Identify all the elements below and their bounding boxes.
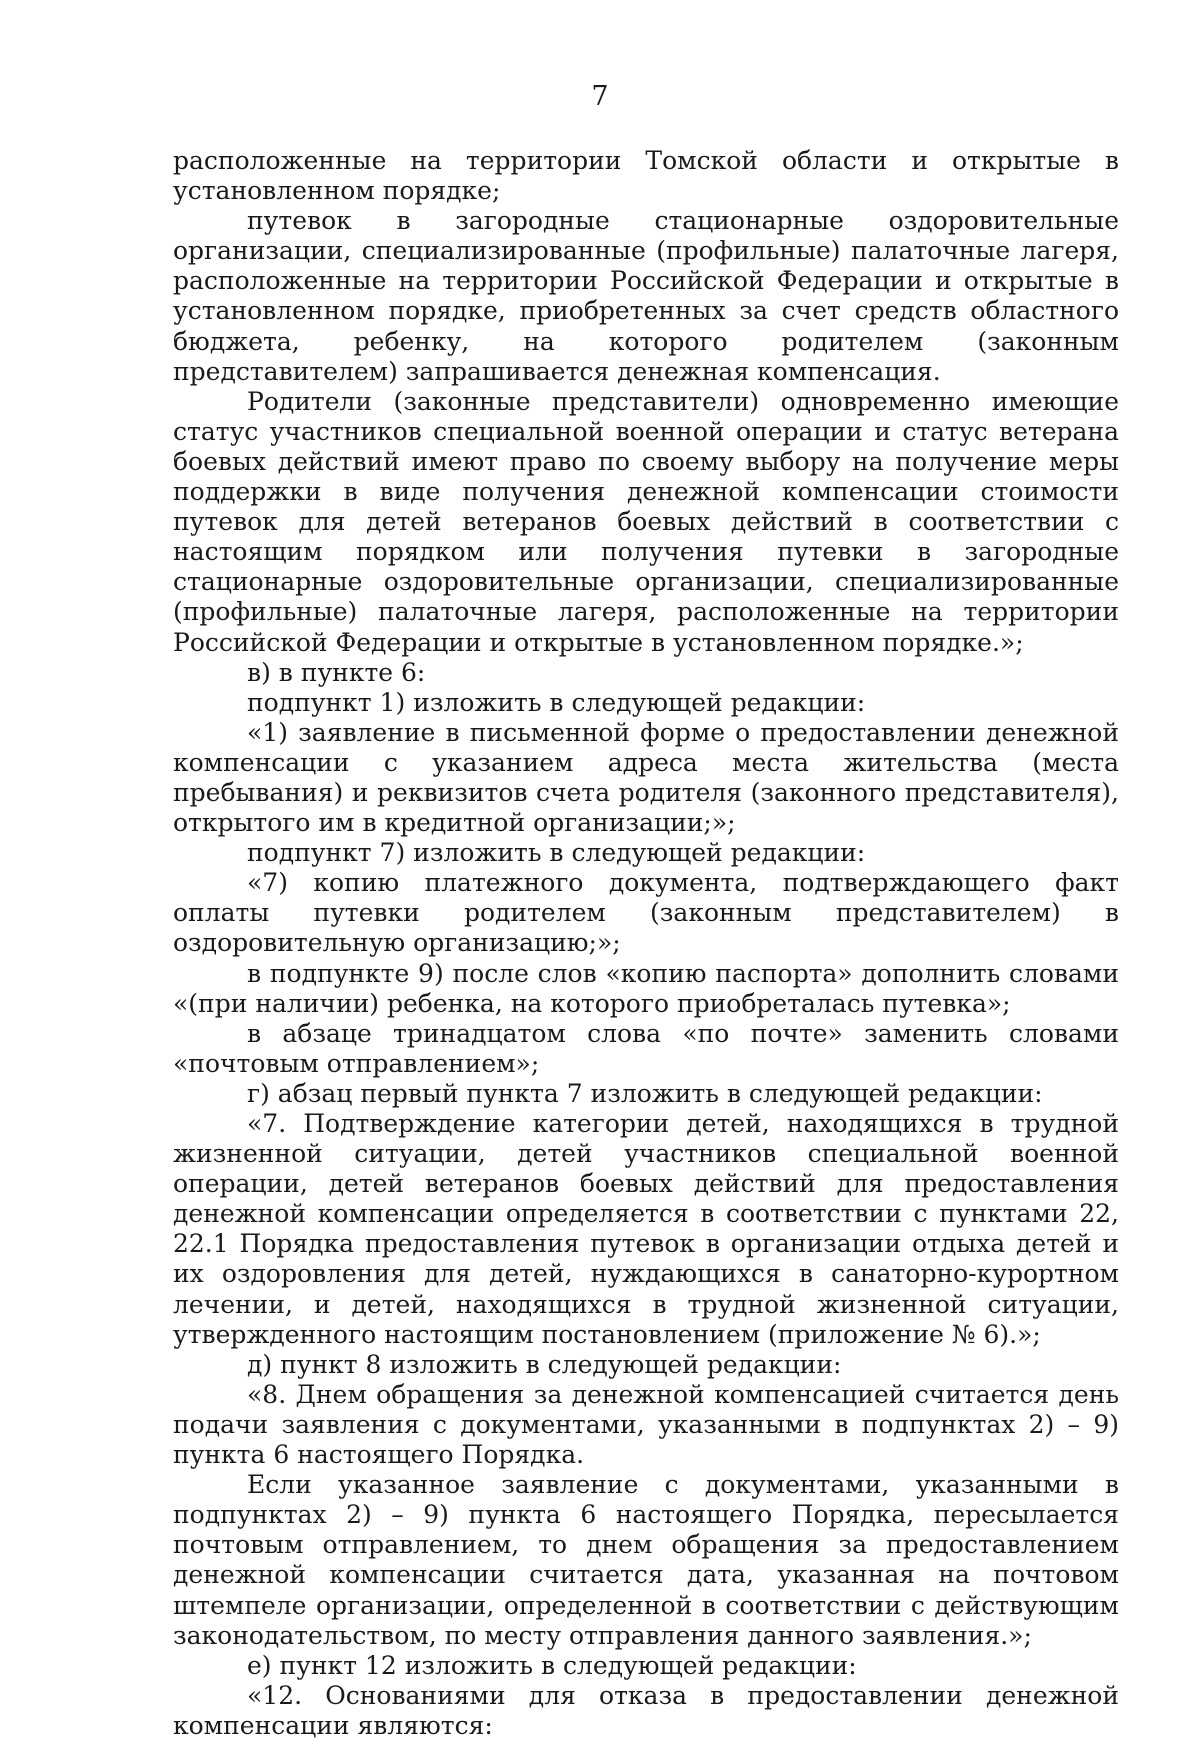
paragraph: «7) копию платежного документа, подтверждающего факт оплаты путевки родителем (законным представителем) в оздоровительную организацию;»; — [173, 868, 1119, 958]
document-body — [173, 146, 1119, 1741]
paragraph: «7. Подтверждение категории детей, находящихся в трудной жизненной ситуации, детей участников специальной военной операции, детей ветеранов боевых действий для предоставления денежной компенсации определяется в соответствии с пунктами 22, 22.1 Порядка предоставления путевок в организации отдыха детей и их оздоровления для детей, нуждающихся в санаторно-курортном лечении, и детей, находящихся в трудной жизненной ситуации, утвержденного настоящим постановлением (приложение № 6).»; — [173, 1109, 1119, 1349]
paragraph: е) пункт 12 изложить в следующей редакции: — [247, 1650, 857, 1680]
paragraph: д) пункт 8 изложить в следующей редакции: — [247, 1349, 842, 1379]
paragraph: г) абзац первый пункта 7 изложить в следующей редакции: — [247, 1078, 1043, 1108]
paragraph: «1) заявление в письменной форме о предоставлении денежной компенсации с указанием адреса места жительства (места пребывания) и реквизитов счета родителя (законного представителя), открытого им в кредитной организации;»; — [173, 717, 1119, 838]
paragraph: в) в пункте 6: — [247, 657, 426, 687]
paragraph: в абзаце тринадцатом слова «по почте» заменить словами «почтовым отправлением»; — [173, 1018, 1119, 1078]
paragraph: Родители (законные представители) одновременно имеющие статус участников специальной военной операции и статус ветерана боевых действий имеют право по своему выбору на получение меры поддержки в виде получения денежной компенсации стоимости путевок для детей ветеранов боевых действий в соответствии с настоящим порядком или получения путевки в загородные стационарные оздоровительные организации, специализированные (профильные) палаточные лагеря, расположенные на территории Российской Федерации и открытые в установленном порядке.»; — [173, 386, 1119, 657]
paragraph: подпункт 1) изложить в следующей редакции: — [247, 687, 866, 717]
page-number: 7 — [591, 81, 609, 112]
paragraph: Если указанное заявление с документами, указанными в подпунктах 2) – 9) пункта 6 настоящего Порядка, пересылается почтовым отправлением, то днем обращения за предоставлением денежной компенсации считается дата, указанная на почтовом штемпеле организации, определенной в соответствии с действующим законодательством, по месту отправления данного заявления.»; — [173, 1470, 1119, 1650]
paragraph: в подпункте 9) после слов «копию паспорта» дополнить словами «(при наличии) ребенка, на которого приобреталась путевка»; — [173, 958, 1119, 1018]
paragraph: «8. Днем обращения за денежной компенсацией считается день подачи заявления с документами, указанными в подпунктах 2) – 9) пункта 6 настоящего Порядка. — [173, 1379, 1119, 1470]
paragraph: расположенные на территории Томской области и открытые в установленном порядке; — [173, 146, 1119, 206]
paragraph: подпункт 7) изложить в следующей редакции: — [247, 838, 866, 868]
paragraph: путевок в загородные стационарные оздоровительные организации, специализированные (профильные) палаточные лагеря, расположенные на территории Российской Федерации и открытые в установленном порядке, приобретенных за счет средств областного бюджета, ребенку, на которого родителем (законным представителем) запрашивается денежная компенсация. — [173, 206, 1119, 386]
paragraph: «12. Основаниями для отказа в предоставлении денежной компенсации являются: — [173, 1680, 1119, 1740]
